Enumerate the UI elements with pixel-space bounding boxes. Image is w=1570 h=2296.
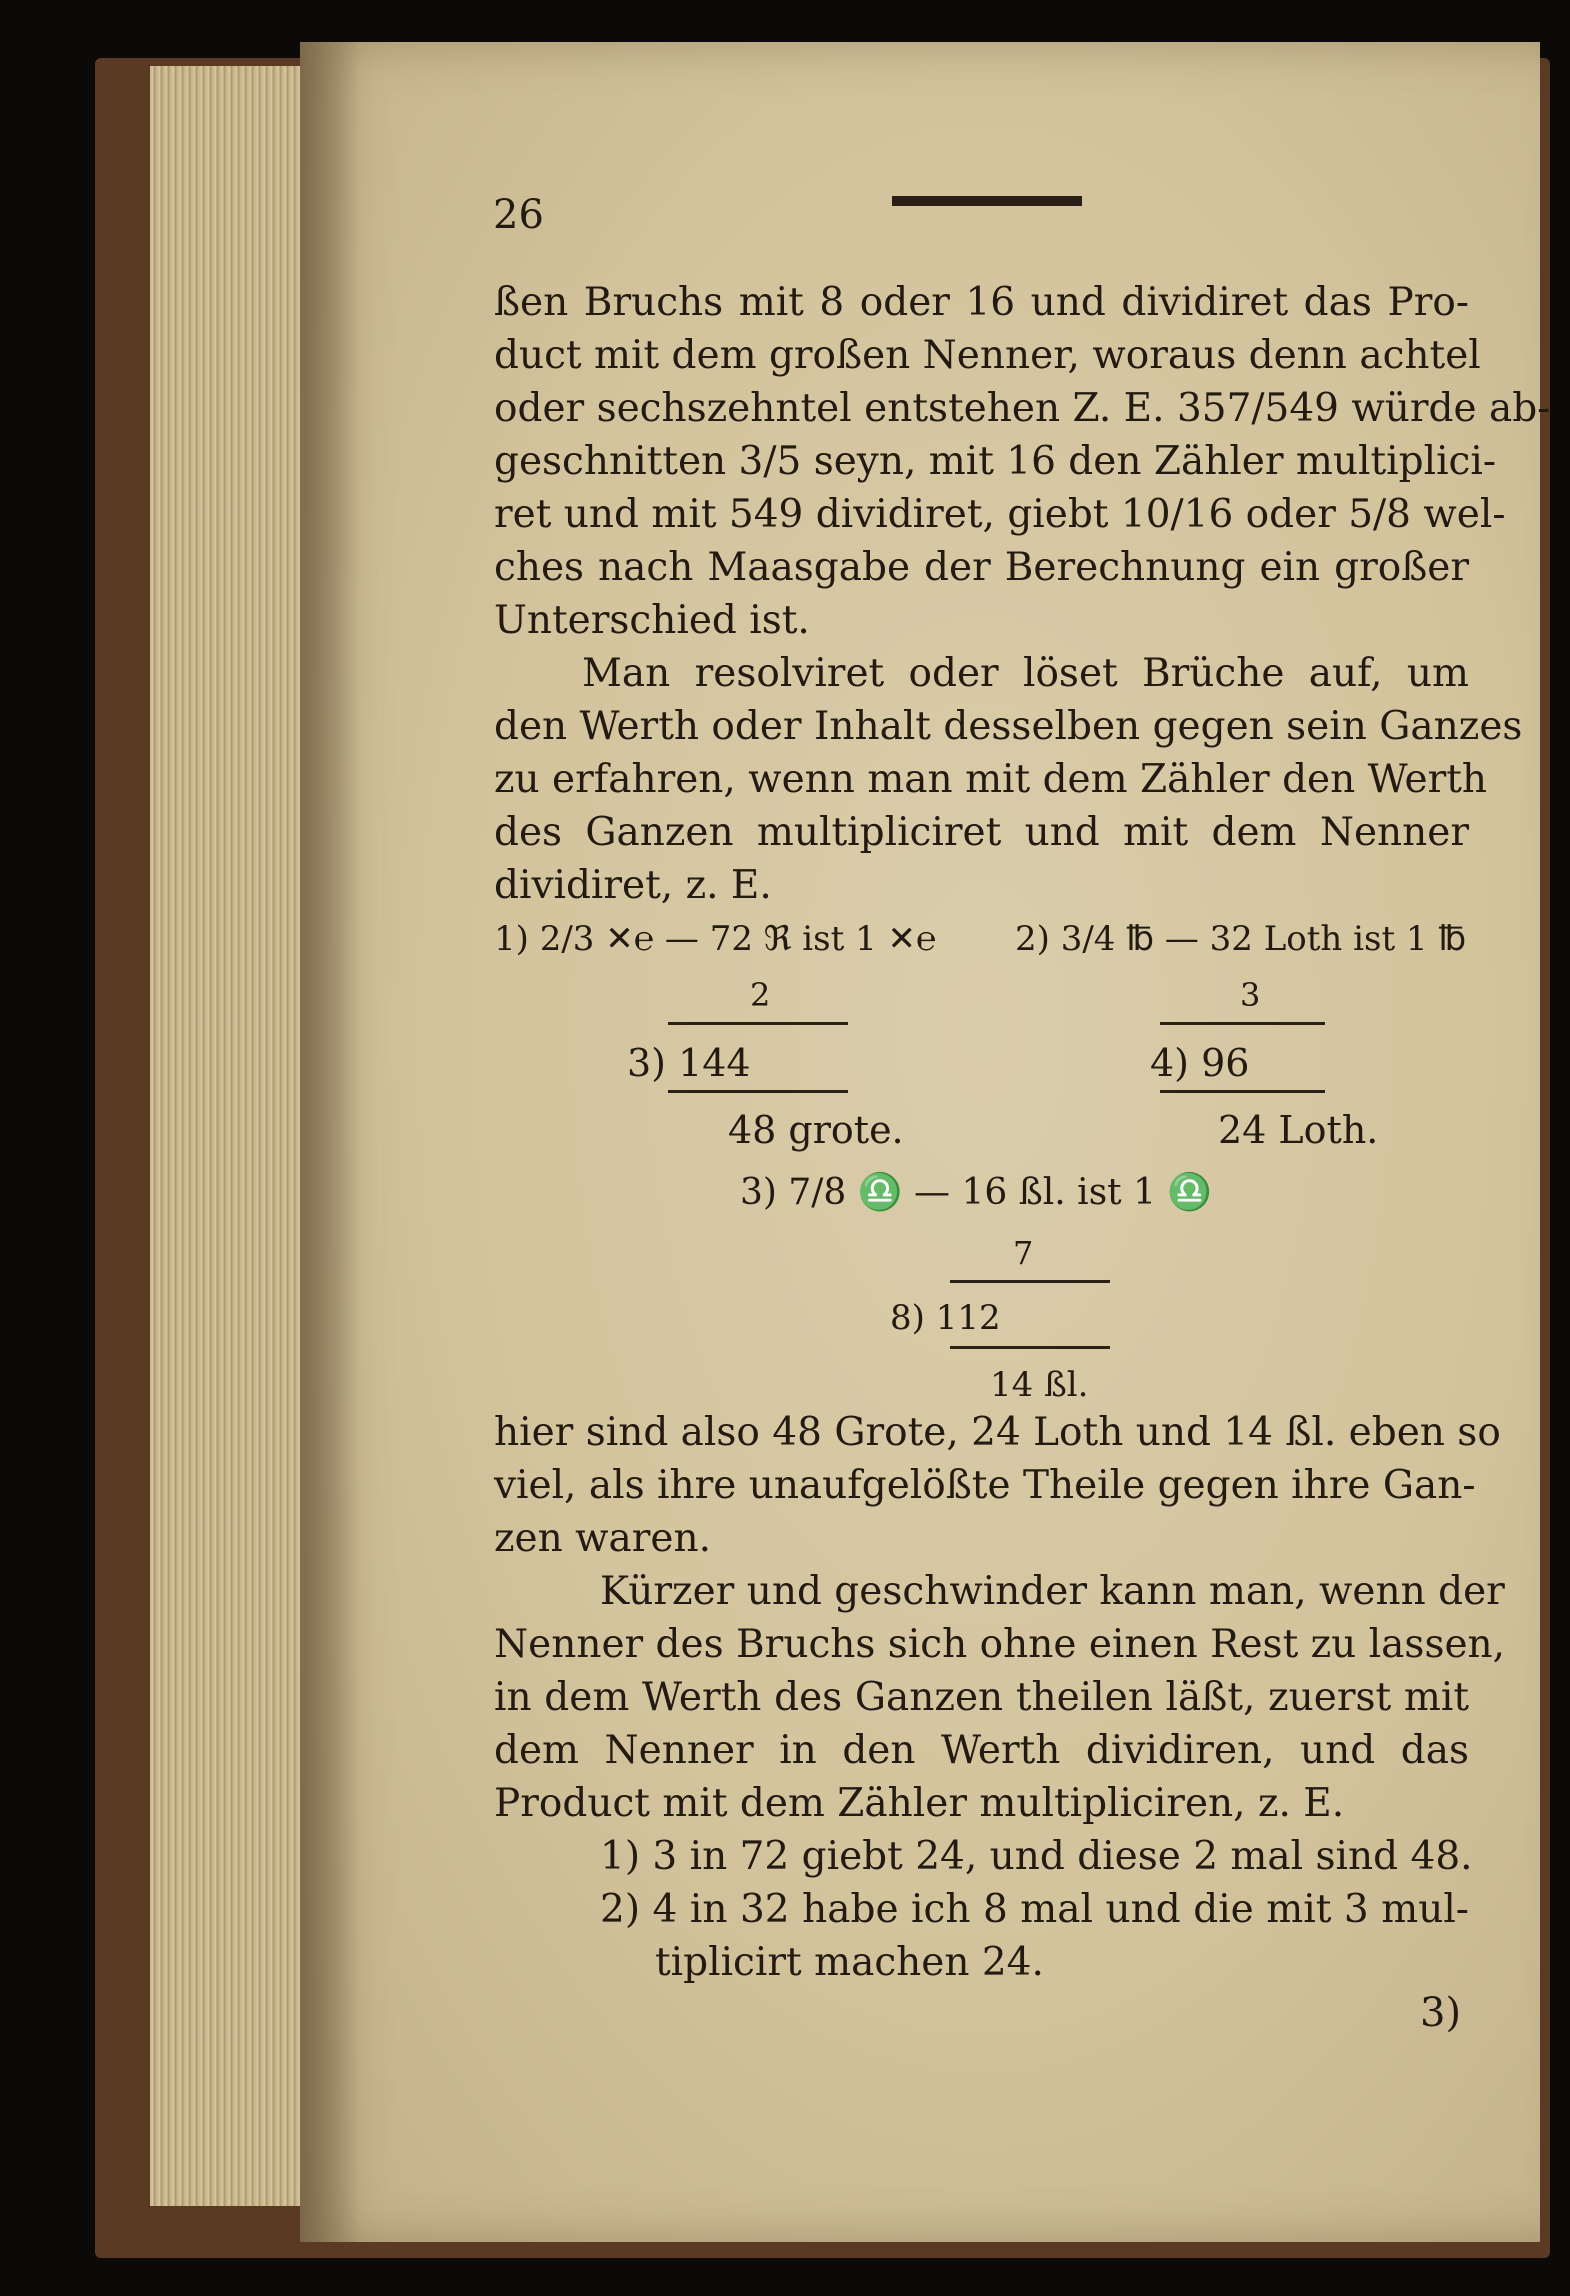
text-line: den Werth oder Inhalt desselben gegen sein Ganzes [494,704,1523,749]
text-line: ches nach Maasgabe der Berechnung ein großer [494,545,1469,590]
text-line: hier sind also 48 Grote, 24 Loth und 14 ßl. eben so [494,1410,1501,1455]
calc3-rule-2 [950,1346,1110,1349]
calc3-result: 14 ßl. [990,1365,1089,1405]
calc2-division: 4) 96 [1150,1041,1250,1085]
catchword: 3) [1420,1990,1462,2036]
calc2-result: 24 Loth. [1218,1108,1379,1152]
text-line: dem Nenner in den Werth dividiren, und das [494,1728,1469,1773]
text-line: Man resolviret oder löset Brüche auf, um [582,651,1469,696]
calc3-division: 8) 112 [890,1298,1001,1338]
text-line: ßen Bruchs mit 8 oder 16 und dividiret das Pro- [494,280,1469,325]
text-line: ret und mit 549 dividiret, giebt 10/16 oder 5/8 wel- [494,492,1506,537]
calc2-multiplier: 3 [1240,976,1261,1014]
calc3-multiplier: 7 [1013,1234,1034,1272]
calc1-rule [668,1022,848,1025]
calc3-head: 3) 7/8 ♎ — 16 ßl. ist 1 ♎ [740,1172,1213,1213]
text-line: Kürzer und geschwinder kann man, wenn der [600,1569,1505,1614]
text-line: duct mit dem großen Nenner, woraus denn achtel [494,333,1481,378]
text-line: tiplicirt machen 24. [655,1940,1044,1985]
text-line: oder sechszehntel entstehen Z. E. 357/549 würde ab- [494,386,1551,431]
calc1-result: 48 grote. [728,1108,904,1152]
calc1-multiplier: 2 [750,976,771,1014]
calc2-head: 2) 3/4 ℔ — 32 Loth ist 1 ℔ [1015,919,1467,959]
header-rule [892,196,1082,206]
text-line: zen waren. [494,1516,712,1561]
text-line: 2) 4 in 32 habe ich 8 mal und die mit 3 mul- [600,1887,1469,1932]
calc1-rule-2 [668,1090,848,1093]
text-line: Nenner des Bruchs sich ohne einen Rest zu lassen, [494,1622,1506,1667]
calc3-rule [950,1280,1110,1283]
text-line: 1) 3 in 72 giebt 24, und diese 2 mal sind 48. [600,1834,1473,1879]
calc2-rule-2 [1160,1090,1325,1093]
text-line: dividiret, z. E. [494,863,772,908]
text-line: Product mit dem Zähler multipliciren, z. E. [494,1781,1345,1826]
calc1-head: 1) 2/3 ✕℮ — 72 ℜ ist 1 ✕℮ [494,919,937,959]
text-line: geschnitten 3/5 seyn, mit 16 den Zähler multiplici- [494,439,1497,484]
page-number: 26 [493,192,544,238]
text-line: viel, als ihre unaufgelößte Theile gegen ihre Gan- [494,1463,1476,1508]
text-line: zu erfahren, wenn man mit dem Zähler den Werth [494,757,1488,802]
text-line: in dem Werth des Ganzen theilen läßt, zuerst mit [494,1675,1469,1720]
text-line: des Ganzen multipliciret und mit dem Nenner [494,810,1469,855]
calc1-division: 3) 144 [627,1041,751,1085]
calc2-rule [1160,1022,1325,1025]
text-line: Unterschied ist. [494,598,810,643]
